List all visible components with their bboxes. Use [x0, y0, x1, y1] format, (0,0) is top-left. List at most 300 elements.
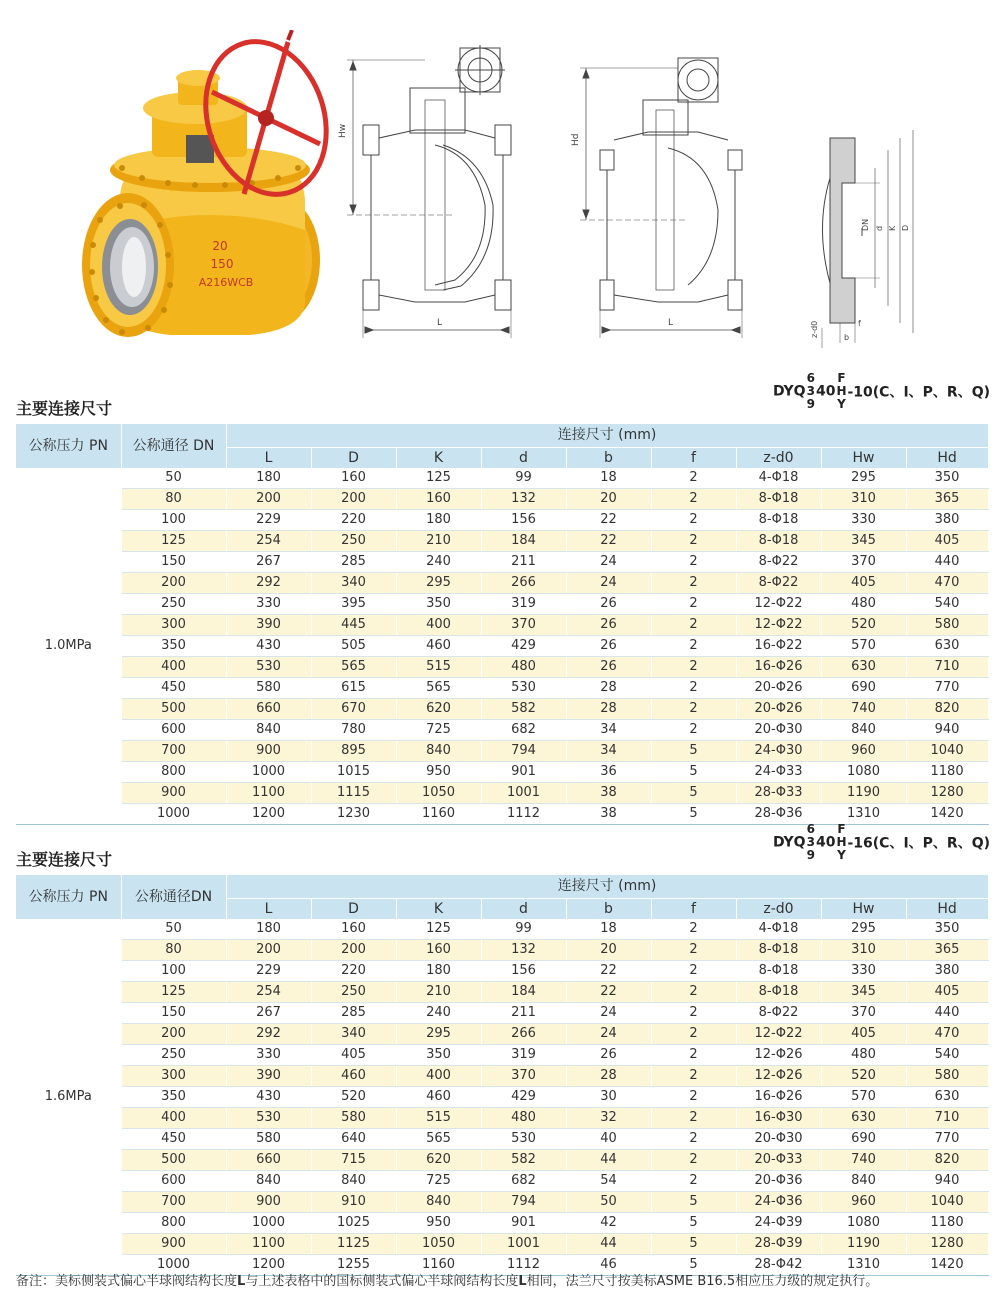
front-label-hw: Hw [338, 123, 348, 138]
value-cell: 480 [821, 594, 906, 615]
dn-cell: 200 [121, 1024, 226, 1045]
value-cell: 960 [821, 741, 906, 762]
value-cell: 26 [566, 636, 651, 657]
header-col-k: K [396, 899, 481, 920]
value-cell: 405 [821, 1024, 906, 1045]
body-mark-material: A216WCB [198, 276, 254, 289]
value-cell: 1190 [821, 1234, 906, 1255]
value-cell: 5 [651, 1192, 736, 1213]
value-cell: 1180 [906, 762, 988, 783]
value-cell: 430 [226, 636, 311, 657]
value-cell: 12-Φ26 [736, 1045, 821, 1066]
dn-cell: 900 [121, 1234, 226, 1255]
value-cell: 1040 [906, 741, 988, 762]
value-cell: 950 [396, 1213, 481, 1234]
value-cell: 28-Φ39 [736, 1234, 821, 1255]
value-cell: 26 [566, 657, 651, 678]
value-cell: 1000 [226, 762, 311, 783]
value-cell: 565 [396, 678, 481, 699]
value-cell: 16-Φ26 [736, 1087, 821, 1108]
flange-label-d-outer: D [901, 224, 910, 231]
value-cell: 520 [311, 1087, 396, 1108]
header-pn: 公称压力 PN [16, 424, 121, 468]
front-section-drawing [335, 40, 540, 345]
value-cell: 570 [821, 1087, 906, 1108]
value-cell: 620 [396, 1150, 481, 1171]
value-cell: 8-Φ18 [736, 940, 821, 961]
value-cell: 20-Φ26 [736, 699, 821, 720]
value-cell: 210 [396, 531, 481, 552]
table-row [16, 762, 988, 783]
value-cell: 330 [226, 594, 311, 615]
value-cell: 1280 [906, 1234, 988, 1255]
flange-detail-drawing [800, 128, 925, 350]
value-cell: 5 [651, 741, 736, 762]
value-cell: 20-Φ30 [736, 720, 821, 741]
value-cell: 1080 [821, 1213, 906, 1234]
value-cell: 295 [821, 919, 906, 940]
value-cell: 42 [566, 1213, 651, 1234]
value-cell: 540 [906, 1045, 988, 1066]
value-cell: 1230 [311, 804, 396, 825]
table-row [16, 1108, 988, 1129]
value-cell: 350 [906, 468, 988, 489]
value-cell: 2 [651, 594, 736, 615]
value-cell: 1112 [481, 1255, 566, 1276]
table-row [16, 1150, 988, 1171]
body-mark-size: 20 [212, 239, 228, 253]
dn-cell: 150 [121, 552, 226, 573]
dn-cell: 1000 [121, 804, 226, 825]
value-cell: 8-Φ18 [736, 961, 821, 982]
value-cell: 5 [651, 762, 736, 783]
value-cell: 710 [906, 657, 988, 678]
value-cell: 5 [651, 804, 736, 825]
value-cell: 515 [396, 1108, 481, 1129]
value-cell: 2 [651, 1087, 736, 1108]
value-cell: 12-Φ26 [736, 1066, 821, 1087]
note-bold1: L [237, 1274, 246, 1289]
value-cell: 1420 [906, 804, 988, 825]
pressure-cell: 1.0MPa [16, 468, 121, 825]
header-col-d: d [481, 899, 566, 920]
value-cell: 715 [311, 1150, 396, 1171]
header-col-f: f [651, 899, 736, 920]
value-cell: 50 [566, 1192, 651, 1213]
dn-cell: 800 [121, 762, 226, 783]
dn-cell: 700 [121, 1192, 226, 1213]
header-col-hd: Hd [906, 448, 988, 469]
value-cell: 2 [651, 468, 736, 489]
value-cell: 670 [311, 699, 396, 720]
value-cell: 405 [906, 531, 988, 552]
value-cell: 1125 [311, 1234, 396, 1255]
value-cell: 20-Φ33 [736, 1150, 821, 1171]
value-cell: 430 [226, 1087, 311, 1108]
header-dn: 公称通径DN [121, 875, 226, 919]
value-cell: 28-Φ42 [736, 1255, 821, 1276]
pressure-cell: 1.6MPa [16, 919, 121, 1276]
header-col-f: f [651, 448, 736, 469]
value-cell: 292 [226, 1024, 311, 1045]
value-cell: 960 [821, 1192, 906, 1213]
value-cell: 1025 [311, 1213, 396, 1234]
value-cell: 2 [651, 919, 736, 940]
table-row [16, 573, 988, 594]
value-cell: 180 [226, 919, 311, 940]
value-cell: 30 [566, 1087, 651, 1108]
value-cell: 40 [566, 1129, 651, 1150]
value-cell: 740 [821, 1150, 906, 1171]
table-row [16, 615, 988, 636]
value-cell: 285 [311, 552, 396, 573]
table-row [16, 552, 988, 573]
value-cell: 429 [481, 1087, 566, 1108]
value-cell: 250 [311, 982, 396, 1003]
value-cell: 480 [481, 1108, 566, 1129]
value-cell: 390 [226, 1066, 311, 1087]
value-cell: 2 [651, 636, 736, 657]
value-cell: 370 [481, 615, 566, 636]
value-cell: 220 [311, 961, 396, 982]
value-cell: 345 [821, 982, 906, 1003]
value-cell: 460 [396, 1087, 481, 1108]
dn-cell: 350 [121, 636, 226, 657]
value-cell: 12-Φ22 [736, 594, 821, 615]
value-cell: 8-Φ22 [736, 1003, 821, 1024]
value-cell: 950 [396, 762, 481, 783]
value-cell: 2 [651, 573, 736, 594]
value-cell: 160 [311, 468, 396, 489]
dn-cell: 50 [121, 468, 226, 489]
table-row [16, 741, 988, 762]
value-cell: 1050 [396, 1234, 481, 1255]
header-col-hd: Hd [906, 899, 988, 920]
value-cell: 660 [226, 699, 311, 720]
value-cell: 200 [226, 489, 311, 510]
value-cell: 229 [226, 510, 311, 531]
value-cell: 125 [396, 468, 481, 489]
dn-cell: 80 [121, 489, 226, 510]
model-mid: 40 [815, 834, 836, 851]
value-cell: 330 [821, 510, 906, 531]
value-cell: 20-Φ26 [736, 678, 821, 699]
header-col-l: L [226, 899, 311, 920]
value-cell: 630 [906, 636, 988, 657]
table2-model-code [773, 823, 990, 862]
value-cell: 8-Φ18 [736, 531, 821, 552]
table-row [16, 961, 988, 982]
value-cell: 1100 [226, 1234, 311, 1255]
value-cell: 2 [651, 940, 736, 961]
model-stack-seal: F H Y [836, 371, 847, 411]
footnote [16, 1270, 878, 1289]
value-cell: 1280 [906, 783, 988, 804]
value-cell: 240 [396, 552, 481, 573]
table1-model-code [773, 372, 990, 411]
table-row [16, 1129, 988, 1150]
value-cell: 132 [481, 489, 566, 510]
value-cell: 1015 [311, 762, 396, 783]
value-cell: 16-Φ26 [736, 657, 821, 678]
table-row [16, 1087, 988, 1108]
value-cell: 46 [566, 1255, 651, 1276]
dn-cell: 50 [121, 919, 226, 940]
value-cell: 530 [226, 1108, 311, 1129]
value-cell: 22 [566, 510, 651, 531]
dn-cell: 150 [121, 1003, 226, 1024]
value-cell: 582 [481, 699, 566, 720]
value-cell: 319 [481, 594, 566, 615]
body-mark-class: 150 [210, 257, 234, 271]
value-cell: 1050 [396, 783, 481, 804]
value-cell: 2 [651, 1024, 736, 1045]
value-cell: 22 [566, 982, 651, 1003]
value-cell: 184 [481, 531, 566, 552]
value-cell: 2 [651, 489, 736, 510]
value-cell: 180 [226, 468, 311, 489]
value-cell: 515 [396, 657, 481, 678]
value-cell: 615 [311, 678, 396, 699]
value-cell: 2 [651, 552, 736, 573]
value-cell: 295 [396, 573, 481, 594]
dn-cell: 125 [121, 531, 226, 552]
value-cell: 620 [396, 699, 481, 720]
value-cell: 690 [821, 1129, 906, 1150]
table-row [16, 1045, 988, 1066]
value-cell: 4-Φ18 [736, 468, 821, 489]
value-cell: 345 [821, 531, 906, 552]
value-cell: 211 [481, 552, 566, 573]
value-cell: 901 [481, 1213, 566, 1234]
value-cell: 99 [481, 919, 566, 940]
value-cell: 580 [906, 1066, 988, 1087]
value-cell: 365 [906, 940, 988, 961]
value-cell: 254 [226, 531, 311, 552]
value-cell: 370 [821, 1003, 906, 1024]
header-col-z-d0: z-d0 [736, 899, 821, 920]
value-cell: 682 [481, 720, 566, 741]
value-cell: 1310 [821, 804, 906, 825]
value-cell: 570 [821, 636, 906, 657]
value-cell: 1255 [311, 1255, 396, 1276]
value-cell: 505 [311, 636, 396, 657]
header-col-d: d [481, 448, 566, 469]
dn-cell: 80 [121, 940, 226, 961]
table-row [16, 531, 988, 552]
value-cell: 34 [566, 741, 651, 762]
value-cell: 440 [906, 552, 988, 573]
dn-cell: 100 [121, 961, 226, 982]
value-cell: 210 [396, 982, 481, 1003]
value-cell: 460 [396, 636, 481, 657]
dn-cell: 600 [121, 720, 226, 741]
model-prefix: DYQ [772, 834, 806, 851]
value-cell: 1180 [906, 1213, 988, 1234]
flange-label-dn: DN [861, 218, 870, 231]
flange-label-zd0: z-d0 [810, 320, 819, 338]
value-cell: 2 [651, 699, 736, 720]
value-cell: 18 [566, 468, 651, 489]
model-prefix: DYQ [772, 383, 806, 400]
value-cell: 54 [566, 1171, 651, 1192]
table-row [16, 468, 988, 489]
dn-cell: 100 [121, 510, 226, 531]
model-suffix: -16(C、I、P、R、Q) [847, 835, 990, 852]
value-cell: 840 [821, 1171, 906, 1192]
value-cell: 26 [566, 1045, 651, 1066]
value-cell: 840 [311, 1171, 396, 1192]
dn-cell: 300 [121, 615, 226, 636]
value-cell: 99 [481, 468, 566, 489]
value-cell: 229 [226, 961, 311, 982]
value-cell: 24 [566, 573, 651, 594]
value-cell: 44 [566, 1150, 651, 1171]
value-cell: 794 [481, 741, 566, 762]
note-part3: 相同，法兰尺寸按美标ASME B16.5相应压力级的规定执行。 [526, 1274, 879, 1289]
value-cell: 28 [566, 1066, 651, 1087]
value-cell: 180 [396, 961, 481, 982]
value-cell: 22 [566, 531, 651, 552]
value-cell: 211 [481, 1003, 566, 1024]
value-cell: 330 [226, 1045, 311, 1066]
value-cell: 36 [566, 762, 651, 783]
value-cell: 390 [226, 615, 311, 636]
value-cell: 1160 [396, 1255, 481, 1276]
dn-cell: 800 [121, 1213, 226, 1234]
value-cell: 2 [651, 1150, 736, 1171]
value-cell: 580 [226, 678, 311, 699]
value-cell: 405 [311, 1045, 396, 1066]
value-cell: 530 [481, 678, 566, 699]
value-cell: 530 [226, 657, 311, 678]
dn-cell: 600 [121, 1171, 226, 1192]
value-cell: 580 [311, 1108, 396, 1129]
value-cell: 24 [566, 552, 651, 573]
value-cell: 480 [481, 657, 566, 678]
value-cell: 240 [396, 1003, 481, 1024]
value-cell: 429 [481, 636, 566, 657]
dn-cell: 500 [121, 699, 226, 720]
value-cell: 2 [651, 1108, 736, 1129]
connection-dimensions-table-1 [16, 424, 989, 825]
value-cell: 132 [481, 940, 566, 961]
value-cell: 770 [906, 678, 988, 699]
model-suffix: -10(C、I、P、R、Q) [847, 384, 990, 401]
value-cell: 380 [906, 961, 988, 982]
table-row [16, 1213, 988, 1234]
value-cell: 267 [226, 552, 311, 573]
value-cell: 28-Φ36 [736, 804, 821, 825]
table-row [16, 1003, 988, 1024]
table-row [16, 1171, 988, 1192]
table2-title: 主要连接尺寸 [16, 850, 113, 869]
value-cell: 582 [481, 1150, 566, 1171]
header-col-k: K [396, 448, 481, 469]
value-cell: 2 [651, 615, 736, 636]
value-cell: 12-Φ22 [736, 615, 821, 636]
value-cell: 910 [311, 1192, 396, 1213]
value-cell: 520 [821, 1066, 906, 1087]
value-cell: 350 [396, 1045, 481, 1066]
value-cell: 156 [481, 510, 566, 531]
value-cell: 8-Φ18 [736, 510, 821, 531]
value-cell: 200 [226, 940, 311, 961]
header-col-hw: Hw [821, 448, 906, 469]
dn-cell: 200 [121, 573, 226, 594]
value-cell: 840 [226, 1171, 311, 1192]
value-cell: 20 [566, 940, 651, 961]
value-cell: 1190 [821, 783, 906, 804]
note-part1: 备注：美标侧装式偏心半球阀结构长度 [16, 1274, 238, 1289]
value-cell: 1001 [481, 783, 566, 804]
value-cell: 1200 [226, 1255, 311, 1276]
table-row [16, 982, 988, 1003]
value-cell: 340 [311, 1024, 396, 1045]
value-cell: 1112 [481, 804, 566, 825]
value-cell: 310 [821, 940, 906, 961]
value-cell: 940 [906, 1171, 988, 1192]
dn-cell: 1000 [121, 1255, 226, 1276]
value-cell: 400 [396, 615, 481, 636]
value-cell: 2 [651, 1066, 736, 1087]
table-row [16, 657, 988, 678]
value-cell: 2 [651, 720, 736, 741]
model-mid: 40 [815, 383, 836, 400]
value-cell: 630 [821, 1108, 906, 1129]
table-row [16, 1234, 988, 1255]
value-cell: 2 [651, 510, 736, 531]
flange-label-b: b [844, 333, 850, 342]
value-cell: 900 [226, 741, 311, 762]
model-stack-seal: F H Y [836, 822, 847, 862]
header-dn: 公称通径 DN [121, 424, 226, 468]
value-cell: 840 [821, 720, 906, 741]
value-cell: 16-Φ30 [736, 1108, 821, 1129]
value-cell: 794 [481, 1192, 566, 1213]
dn-cell: 250 [121, 594, 226, 615]
value-cell: 2 [651, 1045, 736, 1066]
value-cell: 5 [651, 783, 736, 804]
table-row [16, 678, 988, 699]
value-cell: 24-Φ39 [736, 1213, 821, 1234]
value-cell: 20-Φ30 [736, 1129, 821, 1150]
value-cell: 2 [651, 1171, 736, 1192]
value-cell: 292 [226, 573, 311, 594]
value-cell: 24 [566, 1024, 651, 1045]
value-cell: 125 [396, 919, 481, 940]
value-cell: 24-Φ30 [736, 741, 821, 762]
value-cell: 1160 [396, 804, 481, 825]
value-cell: 24-Φ36 [736, 1192, 821, 1213]
value-cell: 5 [651, 1213, 736, 1234]
value-cell: 660 [226, 1150, 311, 1171]
model-stack-connection: 6 3 9 [806, 822, 815, 862]
table-row [16, 720, 988, 741]
value-cell: 1310 [821, 1255, 906, 1276]
value-cell: 710 [906, 1108, 988, 1129]
value-cell: 901 [481, 762, 566, 783]
dn-cell: 350 [121, 1087, 226, 1108]
value-cell: 285 [311, 1003, 396, 1024]
dn-cell: 450 [121, 678, 226, 699]
side-section-drawing [568, 40, 758, 345]
value-cell: 480 [821, 1045, 906, 1066]
value-cell: 12-Φ22 [736, 1024, 821, 1045]
value-cell: 440 [906, 1003, 988, 1024]
value-cell: 32 [566, 1108, 651, 1129]
value-cell: 460 [311, 1066, 396, 1087]
